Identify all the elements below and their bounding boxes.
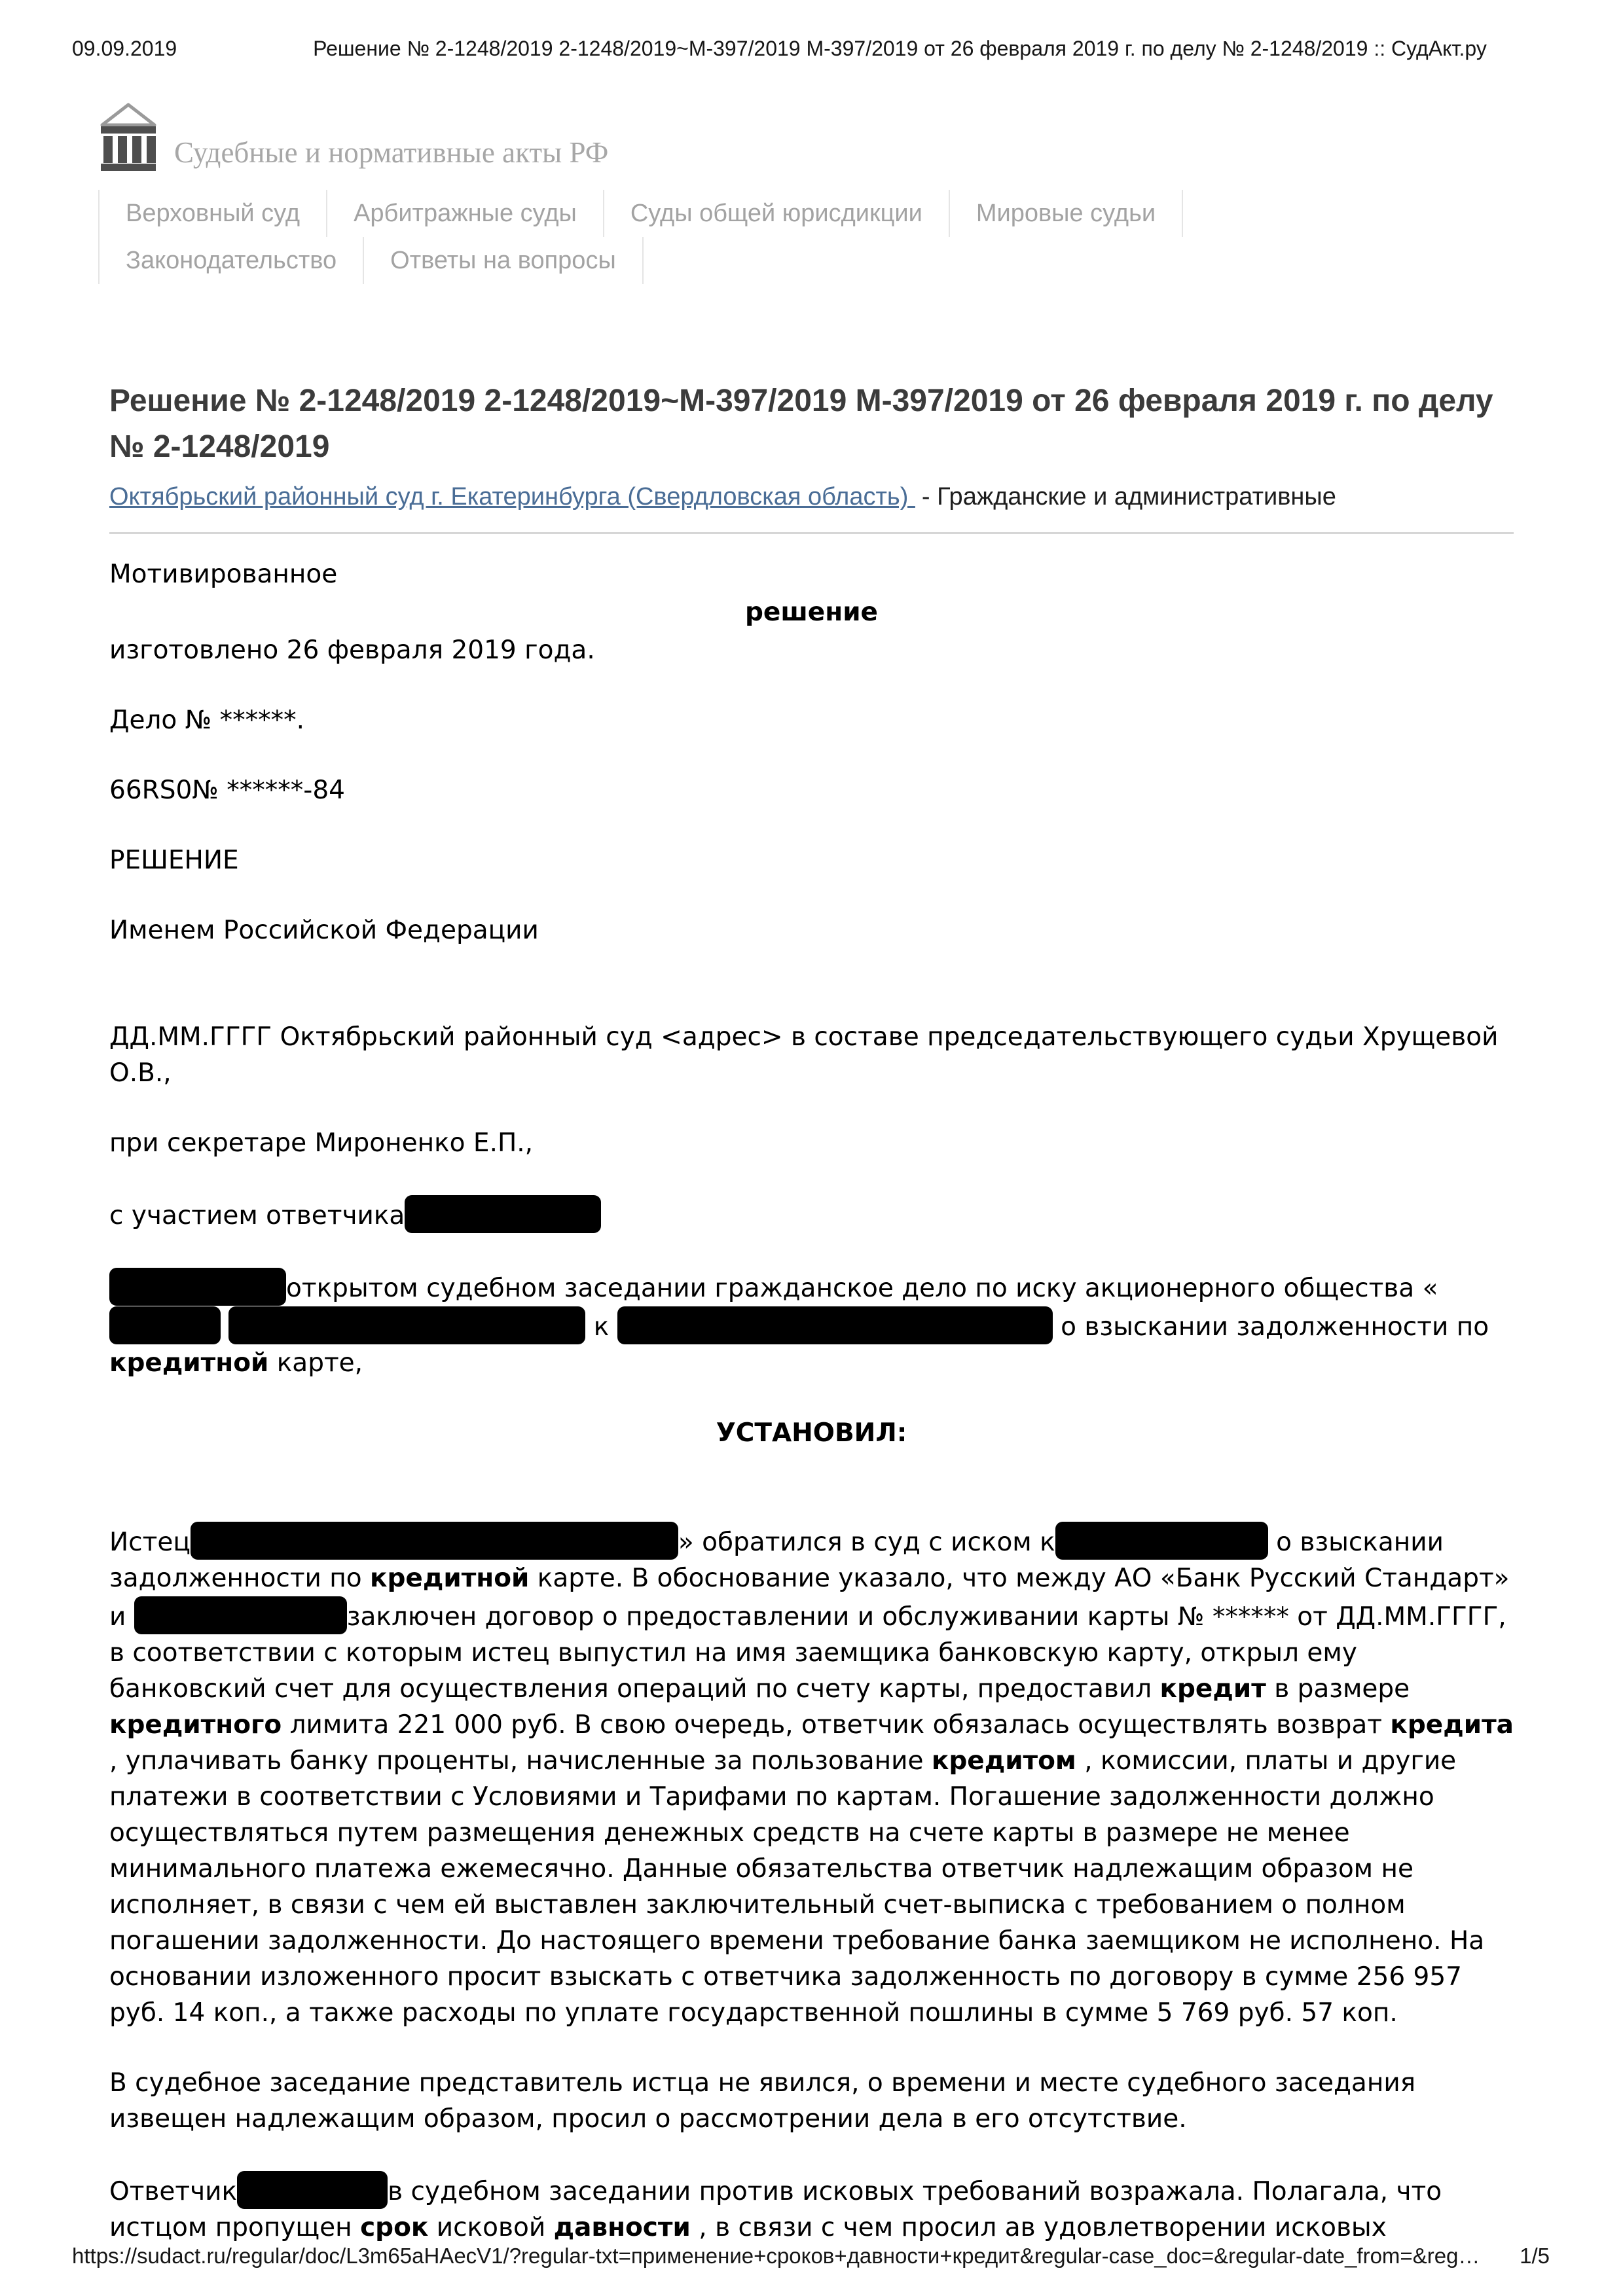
- site-logo[interactable]: [98, 101, 608, 175]
- redaction-box: [109, 1268, 286, 1306]
- nav-item[interactable]: Законодательство: [98, 237, 363, 284]
- nav-item[interactable]: Мировые судьи: [949, 190, 1183, 237]
- highlighted-term: кредит: [1159, 1674, 1266, 1704]
- redaction-box: [228, 1306, 585, 1344]
- motivated-line: Мотивированное: [109, 560, 338, 589]
- court-line: [109, 479, 1514, 515]
- defendant-participation-line: с участием ответчика: [109, 1195, 1514, 1234]
- nav-item[interactable]: Арбитражные суды: [326, 190, 603, 237]
- reshenie-caps-line: РЕШЕНИЕ: [109, 846, 239, 875]
- nav-item[interactable]: Суды общей юрисдикции: [603, 190, 949, 237]
- highlighted-term: решение: [745, 598, 878, 627]
- logo-text: Судебные и нормативные акты РФ: [174, 136, 609, 169]
- redaction-box: [237, 2171, 388, 2209]
- document-content: [109, 378, 1514, 2280]
- plaintiff-absence: В судебное заседание представитель истца не явился, о времени и месте судебного заседания извещен надлежащим образом, просил о рассмотрении дела в его отсутствие.: [109, 2068, 1416, 2134]
- case-consideration: открытом судебном заседании гражданское дело по иску акционерного общества « к о взыскании задолженности по кредитной карте,: [109, 1268, 1514, 1381]
- nav-row-1: [98, 190, 1183, 237]
- prepared-date-line: изготовлено 26 февраля 2019 года.: [109, 636, 595, 665]
- logo-building-icon: [98, 101, 158, 175]
- print-title: Решение № 2-1248/2019 2-1248/2019~М-397/2019 М-397/2019 от 26 февраля 2019 г. по делу № 2-1248/2019 :: СудАкт.ру: [313, 37, 1487, 60]
- redaction-box: [405, 1195, 601, 1233]
- print-header: [0, 37, 1623, 67]
- ustanovil-heading: [109, 1415, 1514, 1451]
- case-uid-line: 66RS0№ ******-84: [109, 776, 345, 805]
- document-title: Решение № 2-1248/2019 2-1248/2019~М-397/2019 М-397/2019 от 26 февраля 2019 г. по делу № 2-1248/2019: [109, 384, 1493, 464]
- redaction-box: [109, 1306, 221, 1344]
- site-nav: [98, 190, 1183, 284]
- divider: [109, 532, 1514, 534]
- nav-row-2: [98, 237, 1183, 284]
- defendant-objection: Ответчик в судебном заседании против исковых требований возражала. Полагала, что истцом пропущен срок исковой давности , в связи с чем просил ав удовлетворении исковых: [109, 2171, 1514, 2246]
- nav-item[interactable]: Ответы на вопросы: [363, 237, 644, 284]
- case-number-line: Дело № ******.: [109, 706, 305, 735]
- secretary-line: при секретаре Мироненко Е.П.,: [109, 1128, 534, 1158]
- footer-page-number: 1/5: [1520, 2244, 1550, 2268]
- highlighted-term: УСТАНОВИЛ:: [716, 1418, 907, 1448]
- document-body: [109, 556, 1514, 2246]
- print-footer: [72, 2244, 1550, 2269]
- court-composition: ДД.ММ.ГГГГ Октябрьский районный суд <адрес> в составе председательствующего судьи Хрущевой О.В.,: [109, 1022, 1499, 1088]
- in-the-name-line: Именем Российской Федерации: [109, 916, 539, 945]
- highlighted-term: кредита: [1390, 1710, 1514, 1740]
- court-link[interactable]: Октябрьский районный суд г. Екатеринбурга (Свердловская область): [109, 483, 915, 511]
- claim-description: Истец » обратился в суд с иском к о взыскании задолженности по кредитной карте. В обоснование указало, что между АО «Банк Русский Стандарт» и заключен договор о предоставлении и обслуживании карты № ****** от ДД.ММ.ГГГГ, в соответствии с которым истец выпустил на имя заемщика банковскую карту, открыл ему банковский счет для осуществления операций по счету карты, предоставил кредит в размере кредитного лимита 221 000 руб. В свою очередь, ответчик обязалась осуществлять возврат кредита , уплачивать банку проценты, начисленные за пользование кредитом , комиссии, платы и другие платежи в соответствии с Условиями и Тарифами по картам. Погашение задолженности должно осуществляться путем размещения денежных средств на счете карты в размере не менее минимального платежа ежемесячно. Данные обязательства ответчик надлежащим образом не исполняет, в связи с чем ей выставлен заключительный счет-выписка с требованием о полном погашении задолженности. До настоящего времени требование банка заемщиком не исполнено. На основании изложенного просит взыскать с ответчика задолженность по договору в сумме 256 957 руб. 14 коп., а также расходы по уплате государственной пошлины в сумме 5 769 руб. 57 коп.: [109, 1522, 1514, 2031]
- redaction-box: [1055, 1522, 1268, 1560]
- highlighted-term: давности: [553, 2213, 691, 2242]
- highlighted-term: кредитной: [109, 1348, 269, 1378]
- highlighted-term: кредитной: [370, 1564, 530, 1593]
- redaction-box: [617, 1306, 1053, 1344]
- reshenie-subheading: [109, 594, 1514, 630]
- redaction-box: [134, 1596, 347, 1634]
- footer-url: https://sudact.ru/regular/doc/L3m65aHAecV1/?regular-txt=применение+сроков+давности+кредит&regular-case_doc=&regular-date_from=&reg…: [72, 2244, 1480, 2268]
- nav-item[interactable]: Верховный суд: [98, 190, 326, 237]
- highlighted-term: срок: [360, 2213, 429, 2242]
- document-category: - Гражданские и административные: [921, 483, 1336, 511]
- redaction-box: [191, 1522, 678, 1560]
- highlighted-term: кредитом: [931, 1746, 1076, 1776]
- highlighted-term: кредитного: [109, 1710, 282, 1740]
- print-date: 09.09.2019: [72, 37, 177, 60]
